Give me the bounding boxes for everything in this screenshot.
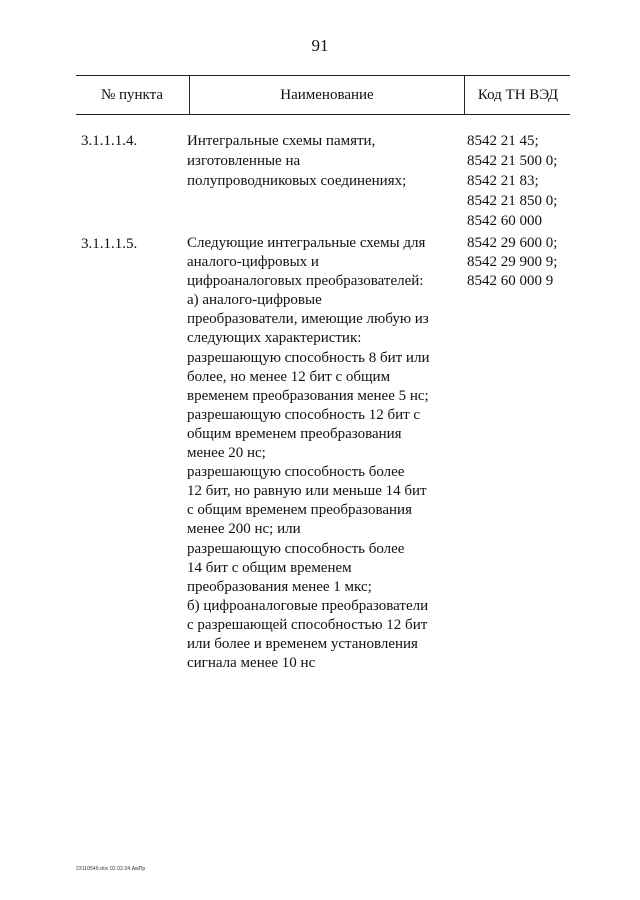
code-line: 8542 29 600 0;: [467, 235, 558, 251]
name-line: или более и временем установления: [187, 635, 418, 652]
name-line: временем преобразования менее 5 нс;: [187, 387, 429, 404]
header-code: Код ТН ВЭД: [464, 76, 571, 114]
name-line: разрешающую способность 12 бит с: [187, 406, 421, 423]
name-line: преобразования менее 1 мкс;: [187, 578, 372, 595]
code-line: 8542 21 500 0;: [467, 153, 558, 169]
name-line: с разрешающей способностью 12 бит: [187, 616, 428, 633]
code-line: 8542 21 45;: [467, 133, 539, 149]
page-number: 91: [311, 36, 329, 55]
code-line: 8542 60 000 9: [467, 273, 554, 290]
name-line: с общим временем преобразования: [187, 502, 412, 519]
name-line: разрешающую способность 8 бит или: [187, 349, 430, 366]
header-item-number: № пункта: [100, 87, 164, 103]
name-line: более, но менее 12 бит с общим: [187, 368, 391, 385]
name-line: 12 бит, но равную или меньше 14 бит: [187, 483, 427, 500]
code-line: 8542 29 900 9;: [467, 254, 558, 271]
name-line: б) цифроаналоговые преобразователи: [187, 597, 429, 614]
name-line: изготовленные на: [187, 153, 301, 169]
row-codes: [467, 234, 587, 291]
name-line: общим временем преобразования: [187, 425, 402, 442]
code-line: 8542 21 83;: [467, 173, 539, 189]
name-line: аналого-цифровых и: [187, 254, 319, 271]
name-line: цифроаналоговых преобразователей:: [187, 273, 424, 290]
row-item-number: 3.1.1.1.5.: [81, 236, 138, 252]
name-line: а) аналого-цифровые: [187, 292, 322, 309]
name-line: менее 200 нс; или: [187, 521, 301, 538]
name-line: Интегральные схемы памяти,: [187, 133, 376, 149]
name-line: разрешающую способность более: [187, 540, 405, 557]
row-name: [187, 131, 462, 191]
header-name: Наименование: [189, 76, 464, 114]
document-footer: 23110549.doc 02.02.04 АмПр: [76, 866, 146, 872]
row-codes: [467, 131, 587, 231]
name-line: 14 бит с общим временем: [187, 559, 352, 576]
code-line: 8542 21 850 0;: [467, 193, 558, 209]
name-line: преобразователи, имеющие любую из: [187, 311, 429, 328]
name-line: следующих характеристик:: [187, 330, 362, 347]
row-item-number: 3.1.1.1.4.: [81, 133, 138, 149]
name-line: сигнала менее 10 нс: [187, 655, 316, 672]
name-line: разрешающую способность более: [187, 464, 405, 481]
table-header: [76, 75, 570, 115]
name-line: полупроводниковых соединениях;: [187, 173, 407, 189]
row-name: [187, 234, 462, 673]
code-line: 8542 60 000: [467, 213, 542, 229]
name-line: Следующие интегральные схемы для: [187, 235, 426, 251]
name-line: менее 20 нс;: [187, 445, 266, 462]
